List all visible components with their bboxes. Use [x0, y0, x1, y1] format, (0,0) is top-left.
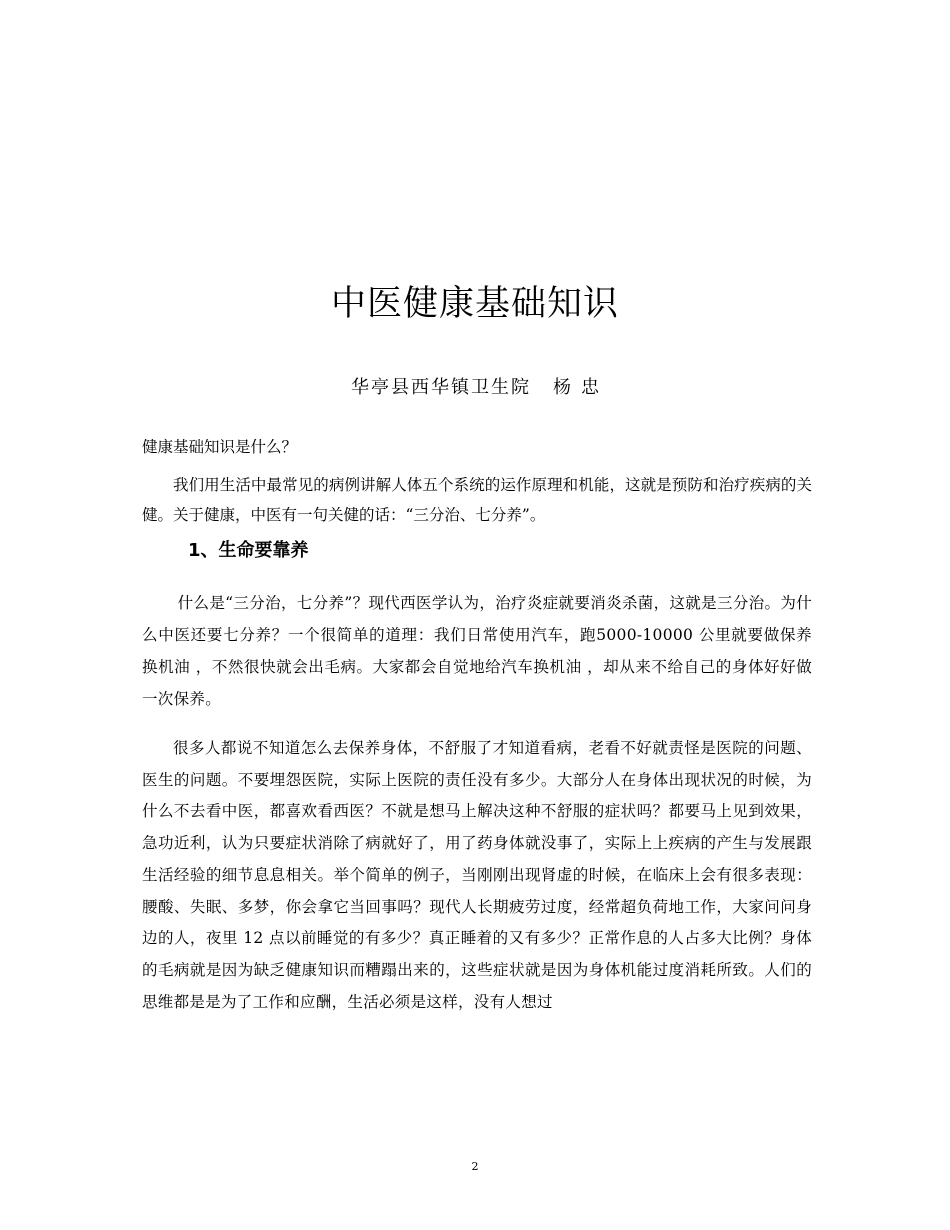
- body-paragraph-2: 很多人都说不知道怎么去保养身体，不舒服了才知道看病，老看不好就责怪是医院的问题、医生的问题。不要埋怨医院，实际上医院的责任没有多少。大部分人在身体出现状况的时候，为什么不去看中医，都喜欢看西医？不就是想马上解决这种不舒服的症状吗？都要马上见到效果，急功近利，认为只要症状消除了病就好了，用了药身体就没事了，实际上上疾病的产生与发展跟生活经验的细节息息相关。举个简单的例子，当刚刚出现肾虚的时候，在临床上会有很多表现：腰酸、失眠、多梦，你会拿它当回事吗？现代人长期疲劳过度，经常超负荷地工作，大家问问身边的人，夜里 12 点以前睡觉的有多少？真正睡着的又有多少？正常作息的人占多大比例？身体的毛病就是因为缺乏健康知识而糟蹋出来的，这些症状就是因为身体机能过度消耗所致。人们的思维都是是为了工作和应酬，生活必须是这样，没有人想过: [142, 739, 812, 1011]
- section-heading: 1、生命要靠养: [188, 540, 309, 561]
- author-name: 杨忠: [553, 377, 609, 398]
- author-line: [0, 373, 950, 399]
- author-organization: 华亭县西华镇卫生院: [351, 377, 531, 398]
- document-title: 中医健康基础知识: [330, 284, 619, 324]
- question-line: 健康基础知识是什么？: [142, 438, 298, 456]
- intro-paragraph: 我们用生活中最常见的病例讲解人体五个系统的运作原理和机能，这就是预防和治疗疾病的关健。关于健康，中医有一句关健的话：“三分治、七分养”。: [142, 476, 812, 524]
- body-paragraph-1: 什么是“三分治，七分养”？现代西医学认为，治疗炎症就要消炎杀菌，这就是三分治。为什么中医还要七分养？一个很简单的道理：我们日常使用汽车，跑5000-10000 公里就要做保养换机油 ，不然很快就会出毛病。大家都会自觉地给汽车换机油 ，却从来不给自己的身体好好做一次保养。: [142, 594, 812, 708]
- page-number: 2: [471, 1160, 479, 1173]
